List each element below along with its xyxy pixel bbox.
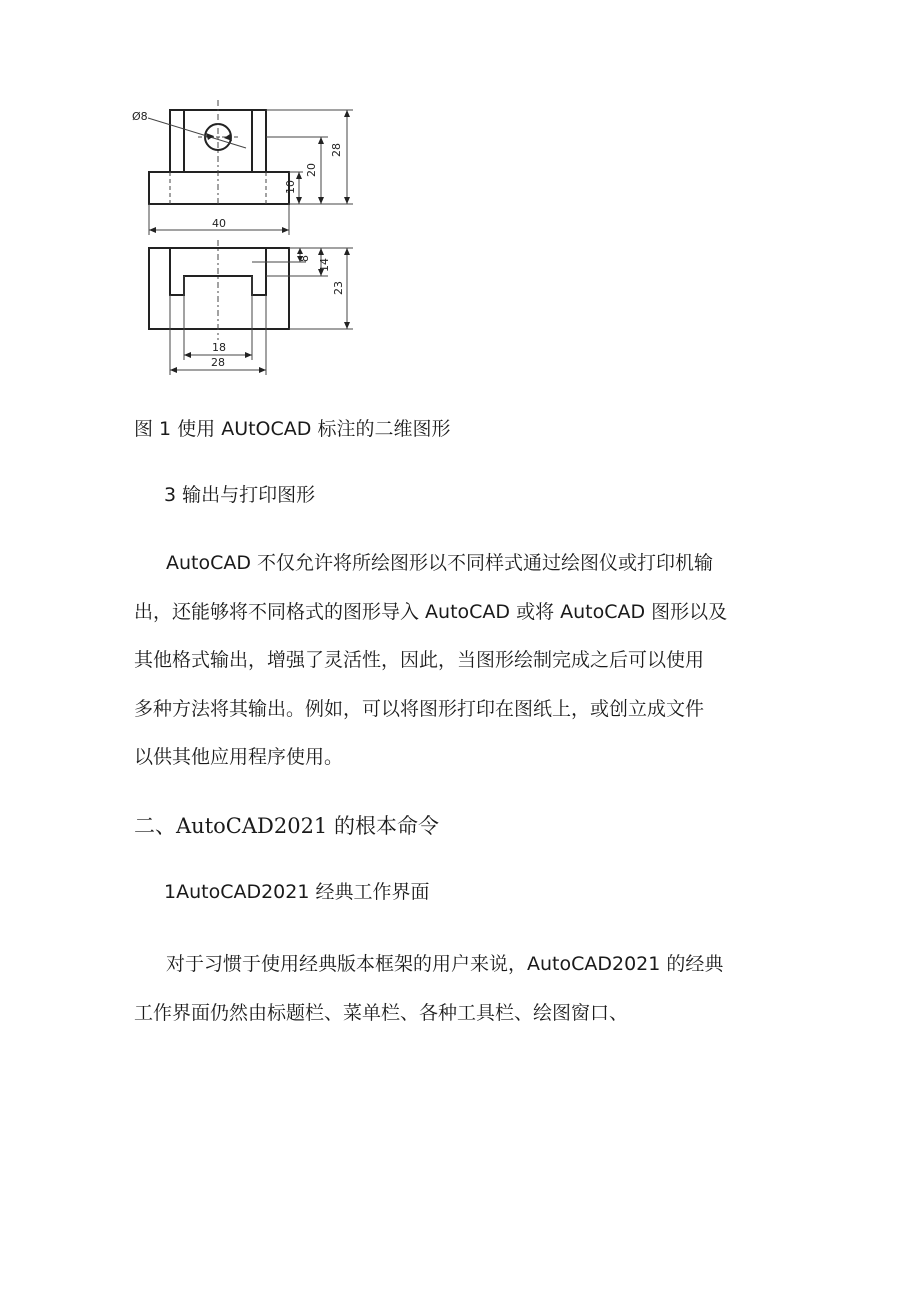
figure-caption: 图 1 使用 AUtOCAD 标注的二维图形 <box>134 418 451 440</box>
paragraph-line: 其他格式输出，增强了灵活性，因此，当图形绘制完成之后可以使用 <box>134 649 705 671</box>
paragraph-line: 多种方法将其输出。例如，可以将图形打印在图纸上，或创立成文件 <box>134 697 705 720</box>
dim-14: 14 <box>318 258 331 272</box>
dim-28-horizontal: 28 <box>211 356 225 369</box>
dim-8: 8 <box>298 255 311 262</box>
section-3-title: 3 输出与打印图形 <box>164 484 316 506</box>
dim-18: 18 <box>212 341 226 354</box>
paragraph-line: AutoCAD 不仅允许将所绘图形以不同样式通过绘图仪或打印机输 <box>166 552 714 574</box>
cad-drawing-figure <box>128 100 368 380</box>
paragraph-output-print <box>134 539 794 782</box>
dim-diameter-8: Ø8 <box>132 110 148 123</box>
section-1-title: 1AutoCAD2021 经典工作界面 <box>164 881 430 903</box>
paragraph-classic-interface <box>134 940 794 1037</box>
cad-drawing <box>128 100 368 380</box>
dim-23: 23 <box>332 281 345 295</box>
paragraph-line: 工作界面仍然由标题栏、菜单栏、各种工具栏、绘图窗口、 <box>134 1001 629 1024</box>
paragraph-line: 出，还能够将不同格式的图形导入 AutoCAD 或将 AutoCAD 图形以及 <box>134 600 728 623</box>
dim-40: 40 <box>212 217 226 230</box>
dim-10: 10 <box>284 180 297 194</box>
dim-20: 20 <box>305 163 318 177</box>
paragraph-line: 对于习惯于使用经典版本框架的用户来说，AutoCAD2021 的经典 <box>166 953 724 975</box>
dim-28-vertical: 28 <box>330 143 343 157</box>
chapter-2-title: 二、AutoCAD2021 的根本命令 <box>134 814 439 838</box>
paragraph-line: 以供其他应用程序使用。 <box>134 746 344 768</box>
